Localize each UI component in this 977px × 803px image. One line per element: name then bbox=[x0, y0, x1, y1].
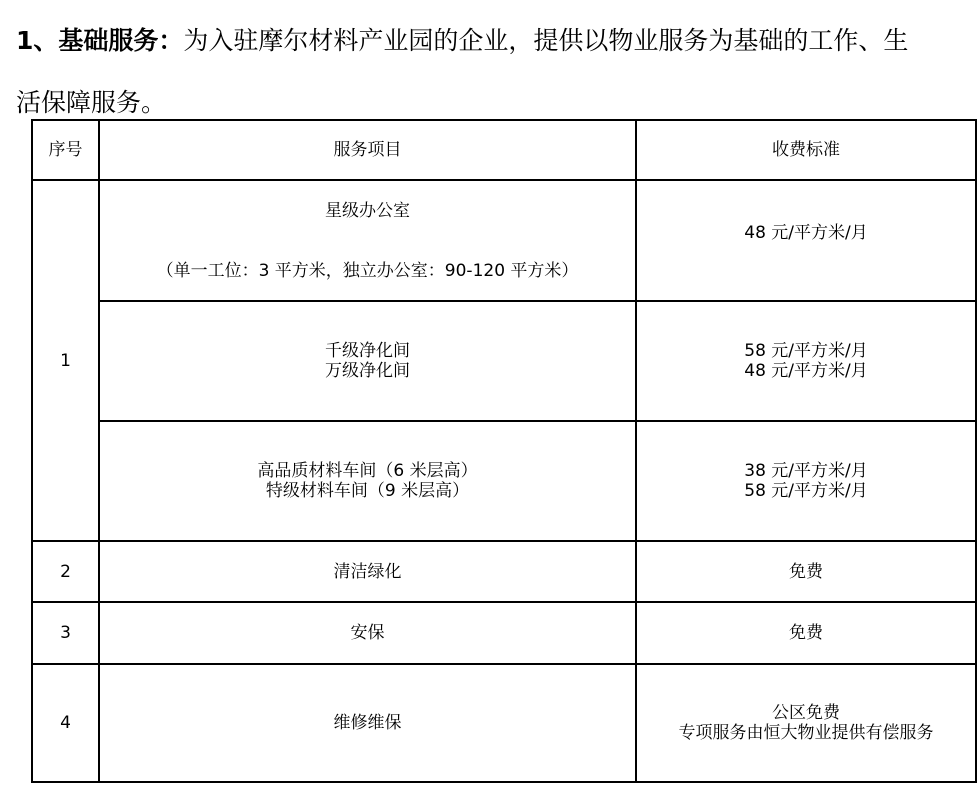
table-row bbox=[32, 301, 976, 421]
row-fee-2: 免费 bbox=[636, 541, 976, 602]
workshop-6m: 高品质材料车间（6 米层高） bbox=[257, 461, 478, 481]
header-no: 序号 bbox=[32, 120, 99, 180]
clean-room-items bbox=[99, 301, 636, 421]
row-no-2: 2 bbox=[32, 541, 99, 602]
row-no-1: 1 bbox=[32, 180, 99, 541]
table-row bbox=[32, 664, 976, 782]
office-note: （单一工位：3 平方米，独立办公室：90-120 平方米） bbox=[156, 260, 579, 281]
row-no-3: 3 bbox=[32, 602, 99, 664]
row-item-4: 维修维保 bbox=[99, 664, 636, 782]
fee-table bbox=[31, 119, 977, 783]
table-row bbox=[32, 541, 976, 602]
row-fee-4-line2: 专项服务由恒大物业提供有偿服务 bbox=[678, 723, 934, 743]
table-header-row bbox=[32, 120, 976, 180]
clean-room-10000-fee: 48 元/平方米/月 bbox=[744, 361, 868, 381]
workshop-items bbox=[99, 421, 636, 541]
row-fee-3: 免费 bbox=[636, 602, 976, 664]
office-item bbox=[99, 180, 636, 301]
workshop-9m-fee: 58 元/平方米/月 bbox=[744, 481, 868, 501]
row-fee-4-line1: 公区免费 bbox=[772, 703, 840, 723]
table-row bbox=[32, 421, 976, 541]
section-heading: 1、基础服务： bbox=[16, 26, 184, 55]
row-item-3: 安保 bbox=[99, 602, 636, 664]
table-row bbox=[32, 602, 976, 664]
workshop-6m-fee: 38 元/平方米/月 bbox=[744, 461, 868, 481]
table-row bbox=[32, 180, 976, 301]
row-item-2: 清洁绿化 bbox=[99, 541, 636, 602]
clean-room-1000-fee: 58 元/平方米/月 bbox=[744, 341, 868, 361]
clean-room-1000: 千级净化间 bbox=[325, 341, 410, 361]
intro-text-line2: 活保障服务。 bbox=[16, 88, 167, 117]
intro-text-line1: 为入驻摩尔材料产业园的企业，提供以物业服务为基础的工作、生 bbox=[183, 26, 909, 55]
header-item: 服务项目 bbox=[99, 120, 636, 180]
intro-paragraph bbox=[16, 10, 974, 134]
clean-room-10000: 万级净化间 bbox=[325, 361, 410, 381]
clean-room-fees bbox=[636, 301, 976, 421]
workshop-9m: 特级材料车间（9 米层高） bbox=[265, 481, 470, 501]
office-name: 星级办公室 bbox=[325, 200, 410, 221]
office-fee: 48 元/平方米/月 bbox=[636, 180, 976, 301]
workshop-fees bbox=[636, 421, 976, 541]
row-fee-4 bbox=[636, 664, 976, 782]
row-no-4: 4 bbox=[32, 664, 99, 782]
header-fee: 收费标准 bbox=[636, 120, 976, 180]
